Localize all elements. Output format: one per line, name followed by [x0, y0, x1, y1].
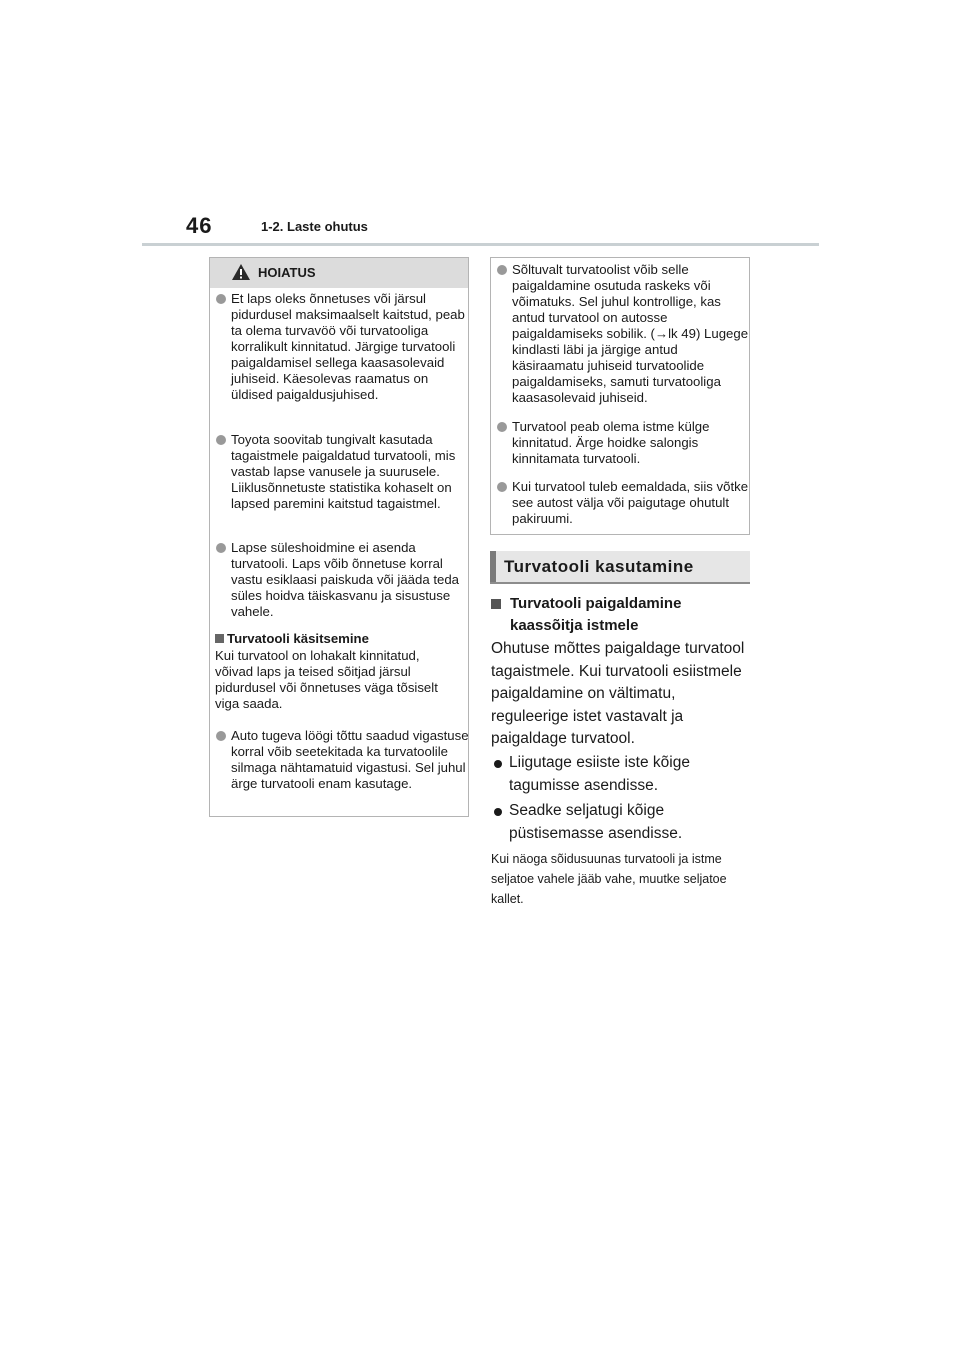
warning-header: [210, 258, 468, 288]
subsection-heading: Turvatooli paigaldamine kaassõitja istmele: [491, 593, 721, 637]
warning-bullet-text: Toyota soovitab tungivalt kasutada tagaistmele paigaldatud turvatooli, mis vastab lapse vanusele ja suurusele. Liiklusõnnetuste statistika kohaselt on lapsed paremini kaitstud tagaistmel.: [231, 432, 456, 511]
info-bullet-text: Kui turvatool tuleb eemaldada, siis võtke see autost välja või paigutage ohutult pakiruumi.: [512, 479, 749, 526]
bullet-icon: [216, 543, 226, 553]
warning-subtext: Kui turvatool on lohakalt kinnitatud, võivad laps ja teised sõitjad järsul pidurdusel või õnnetuses väga tõsiselt viga saada.: [215, 648, 438, 711]
info-box: [490, 257, 750, 535]
warning-subheading: Turvatooli käsitsemine: [215, 631, 460, 647]
bullet-icon: [494, 760, 502, 768]
section-title: Turvatooli kasutamine: [504, 557, 694, 576]
bullet-icon: [216, 435, 226, 445]
section-body: Ohutuse mõttes paigaldage turvatool tagaistmele. Kui turvatooli esiistmele paigaldamine on vältimatu, reguleerige istet vastavalt ja paigaldage turvatool.: [491, 640, 745, 747]
warning-triangle-icon: [231, 263, 251, 281]
page-number: 46: [186, 213, 213, 238]
warning-box: [209, 257, 469, 817]
warning-bullet: [213, 728, 471, 792]
bullet-icon: [216, 731, 226, 741]
bullet-icon: [494, 808, 502, 816]
bullet-icon: [497, 265, 507, 275]
bullet-icon: [497, 482, 507, 492]
bullet-icon: [497, 422, 507, 432]
warning-bullet: [213, 540, 471, 620]
warning-bullet-text: Et laps oleks õnnetuses või järsul pidurdusel maksimaalselt kaitstud, peab ta olema turvavöö või turvatooliga korralikult kinnitatud. Järgige turvatooli paigaldamisel sellega kaasasolevaid juhiseid. Käesolevas raamatus on üldised paigaldusjuhised.: [231, 291, 465, 402]
info-bullet-text: Sõltuvalt turvatoolist võib selle paigaldamine osutuda raskeks või võimatuks. Sel juhul kontrollige, kas antud turvatool on autosse paigaldamiseks sobilik. (→lk 49) Lugege kindlasti läbi ja järgige antud käsiraamatu juhiseid turvatoolide paigaldamiseks, samuti turvatooliga kaasasolevaid juhiseid.: [512, 262, 749, 405]
square-bullet-icon: [215, 634, 224, 643]
step-item: Liigutage esiiste iste kõige tagumisse asendisse.: [491, 752, 749, 797]
info-bullet: [494, 479, 752, 527]
step-item: Seadke seljatugi kõige püstisemasse asendisse.: [491, 800, 749, 845]
warning-bullet: [213, 432, 471, 512]
section-banner: [490, 551, 750, 584]
warning-bullet-text: Lapse süleshoidmine ei asenda turvatooli. Laps võib õnnetuse korral vastu esiklaasi paiskuda või jääda teda süles hoidva täiskasvanu ja sisustuse vahele.: [231, 540, 459, 619]
warning-bullet: [213, 291, 471, 403]
info-bullet: [494, 262, 752, 406]
warning-title: HOIATUS: [258, 265, 316, 280]
warning-bullet-text: Auto tugeva löögi tõttu saadud vigastuse korral võib seetekitada ka turvatoolile silmaga nähtamatuid vigastusi. Sel juhul ärge turvatooli enam kasutage.: [231, 728, 469, 791]
header-divider: [142, 243, 819, 246]
section-note: Kui näoga sõidusuunas turvatooli ja istme seljatoe vahele jääb vahe, muutke seljatoe kallet.: [491, 852, 727, 906]
bullet-icon: [216, 294, 226, 304]
square-bullet-icon: [491, 599, 501, 609]
info-bullet-text: Turvatool peab olema istme külge kinnitatud. Ärge hoidke salongis kinnitamata turvatooli.: [512, 419, 710, 466]
chapter-title: 1-2. Laste ohutus: [261, 219, 368, 234]
info-bullet: [494, 419, 752, 467]
section-banner-accent: [490, 551, 496, 582]
